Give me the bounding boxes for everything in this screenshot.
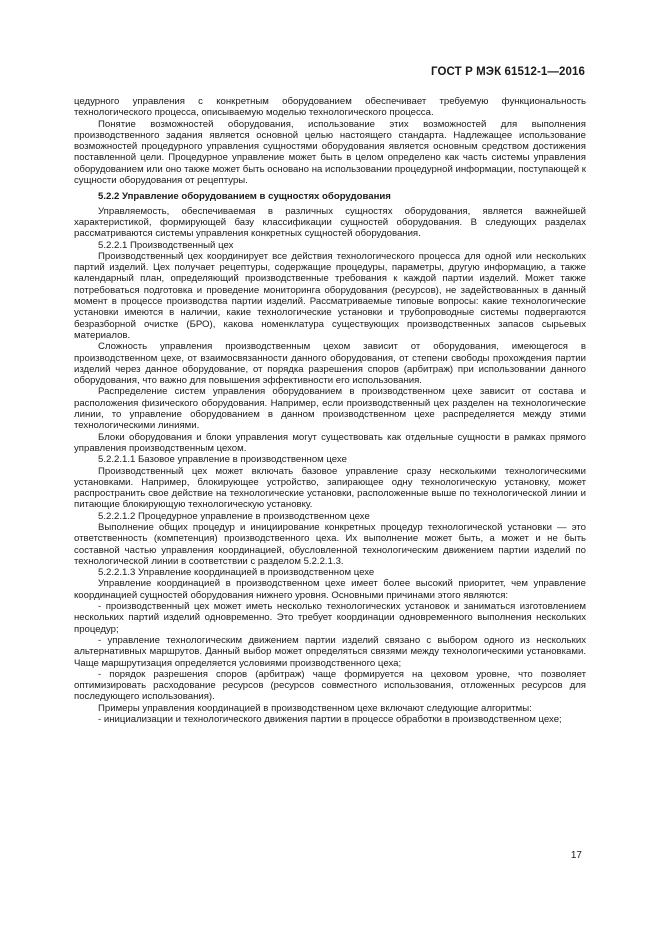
list-item: - порядок разрешения споров (арбитраж) чаще формируется на цеховом уровне, что позволяет оптимизировать расходование ресурсов (ресурсов совместного использования, отложенных ресурсов для последующего использования). [74, 668, 586, 703]
paragraph: Управляемость, обеспечиваемая в различных сущностях оборудования, является важнейшей характеристикой, формирующей базу классификации сущностей оборудования. В следующих разделах рассматриваются системы управления конкретных сущностей оборудования. [74, 205, 586, 240]
paragraph: Производственный цех может включать базовое управление сразу несколькими технологическими установками. Например, блокирующее устройство, запирающее одну технологическую установку, может распространить свое действие на технологические установки, расположенные выше по технологической линии и питающие блокирующую технологическую установку. [74, 465, 586, 511]
paragraph: Производственный цех координирует все действия технологического процесса для одной или нескольких партий изделий. Цех получает рецептуры, содержащие процедуры, параметры, другую информацию, а также календарный план, определяющий производственные требования к каждой партии изделий. Может также потребоваться подготовка и проведение мониторинга оборудования (ресурсов), не задействованных в данный момент в процессе производства партии изделий. Рассматриваемые типовые вопросы: какие технологические установки имеются в наличии, какие технологические установки и трубопроводные системы подвергаются безразборной очистке (БРО), какова номенклатура существующих производственных запасов сырьевых материалов. [74, 250, 586, 341]
subsection-heading: 5.2.2.1 Производственный цех [98, 239, 234, 251]
standard-header: ГОСТ Р МЭК 61512-1—2016 [431, 66, 585, 78]
paragraph: Блоки оборудования и блоки управления могут существовать как отдельные сущности в рамках прямого управления производственным цехом. [74, 431, 586, 454]
page-number: 17 [570, 850, 582, 861]
subsection-heading: 5.2.2.1.1 Базовое управление в производственном цехе [98, 454, 347, 466]
paragraph: Распределение систем управления оборудованием в производственном цехе зависит от состава и расположения физического оборудования. Например, если производственный цех разделен на технологические линии, то управление оборудованием в данном производственном цехе распределяется между этими технологическими линиями. [74, 386, 586, 432]
subsection-heading: 5.2.2.1.3 Управление координацией в производственном цехе [98, 567, 375, 579]
paragraph: цедурного управления с конкретным оборудованием обеспечивает требуемую функциональность технологического процесса, описываемую моделью технологического процесса. [74, 96, 586, 119]
section-heading: 5.2.2 Управление оборудованием в сущностях оборудования [98, 191, 391, 203]
document-body [74, 96, 586, 725]
paragraph: Выполнение общих процедур и инициирование конкретных процедур технологической установки — это ответственность (компетенция) производственного цеха. Их выполнение может быть, а может и не быть составной частью управления координацией, обусловленной технологическим движением партии изделий по технологической линии в соответствии с разделом 5.2.2.1.3. [74, 521, 586, 567]
paragraph: Сложность управления производственным цехом зависит от оборудования, имеющегося в производственном цехе, от взаимосвязанности данного оборудования, от степени свободы прохождения партии изделий через данное оборудование, от порядка разрешения споров (арбитраж) при использовании данного оборудования, что важно для повышения эффективности его использования. [74, 341, 586, 387]
paragraph: Примеры управления координацией в производственном цехе включают следующие алгоритмы: [98, 702, 532, 714]
paragraph: Понятие возможностей оборудования, использование этих возможностей для выполнения производственного задания является основной целью настоящего стандарта. Надлежащее использование возможностей процедурного управления сущностями оборудования является основным средством достижения поставленной цели. Процедурное управление может быть в целом определено как часть системы управления оборудованием или оно также может быть основано на использовании процедурной информации, поступающей к сущности оборудования от рецептуры. [74, 118, 586, 187]
paragraph: Управление координацией в производственном цехе имеет более высокий приоритет, чем управление координацией сущностей оборудования нижнего уровня. Основными причинами этого являются: [74, 578, 586, 601]
list-item: - управление технологическим движением партии изделий связано с выбором одного из нескольких альтернативных маршрутов. Данный выбор может определяться связями между технологическими установками. Чаще маршрутизация определяется условиями производственного цеха; [74, 634, 586, 669]
subsection-heading: 5.2.2.1.2 Процедурное управление в производственном цехе [98, 510, 370, 522]
list-item: - инициализации и технологического движения партии в процессе обработки в производственном цехе; [98, 714, 562, 726]
list-item: - производственный цех может иметь несколько технологических установок и заниматься изготовлением нескольких партий изделий одновременно. Это требует координации одновременного выполнения нескольких процедур; [74, 601, 586, 635]
